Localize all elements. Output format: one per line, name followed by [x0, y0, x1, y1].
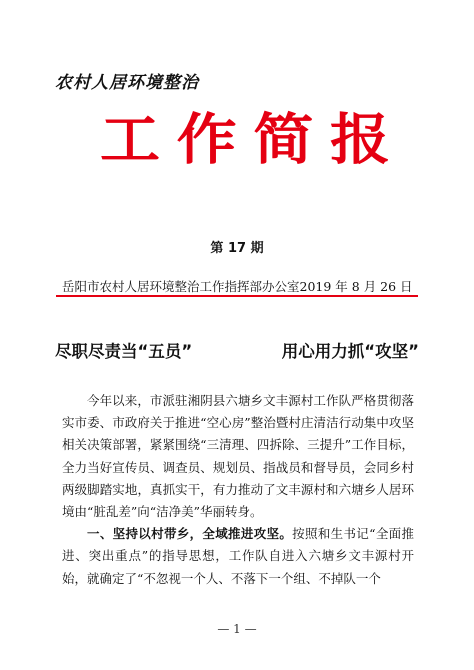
issuer-name: 岳阳市农村人居环境整治工作指挥部办公室 [62, 279, 300, 294]
issuer-row [62, 277, 412, 295]
article-title [55, 338, 419, 362]
bulletin-masthead [100, 104, 390, 176]
organization-name: 农村人居环境整治 [55, 73, 199, 93]
body-paragraph-section [62, 523, 414, 590]
issue-date: 2019 年 8 月 26 日 [299, 279, 413, 294]
section-heading: 一、坚持以村带乡，全域推进攻坚。 [87, 526, 293, 542]
masthead-char: 作 [176, 107, 237, 173]
body-paragraph: 今年以来，市派驻湘阴县六塘乡文丰源村工作队严格贯彻落实市委、市政府关于推进“空心房”整治暨村庄清洁行动集中攻坚相关决策部署，紧紧围绕“三清理、四拆除、三提升”工作目标，全力当好宣传员、调查员、规划员、指战员和督导员，会同乡村两级脚踏实地，真抓实干，有力推动了文丰源村和六塘乡人居环境由“脏乱差”向“洁净美”华丽转身。 [62, 393, 414, 520]
article-title-part2: 用心用力抓“攻坚” [281, 342, 419, 361]
header-divider [56, 295, 418, 297]
masthead-char: 简 [253, 107, 314, 173]
section-text: 按照和生书记“全面推进、突出重点”的指导思想，工作队自进入六塘乡文丰源村开始，就确定了“不忽视一个人、不落下一个组、不掉队一个 [62, 526, 414, 586]
issue-number: 第 17 期 [210, 241, 264, 256]
article-title-part1: 尽职尽责当“五员” [55, 342, 193, 361]
page-number: — 1 — [217, 622, 257, 636]
article-body [62, 390, 414, 590]
masthead-char: 报 [329, 107, 390, 173]
masthead-char: 工 [100, 107, 160, 173]
